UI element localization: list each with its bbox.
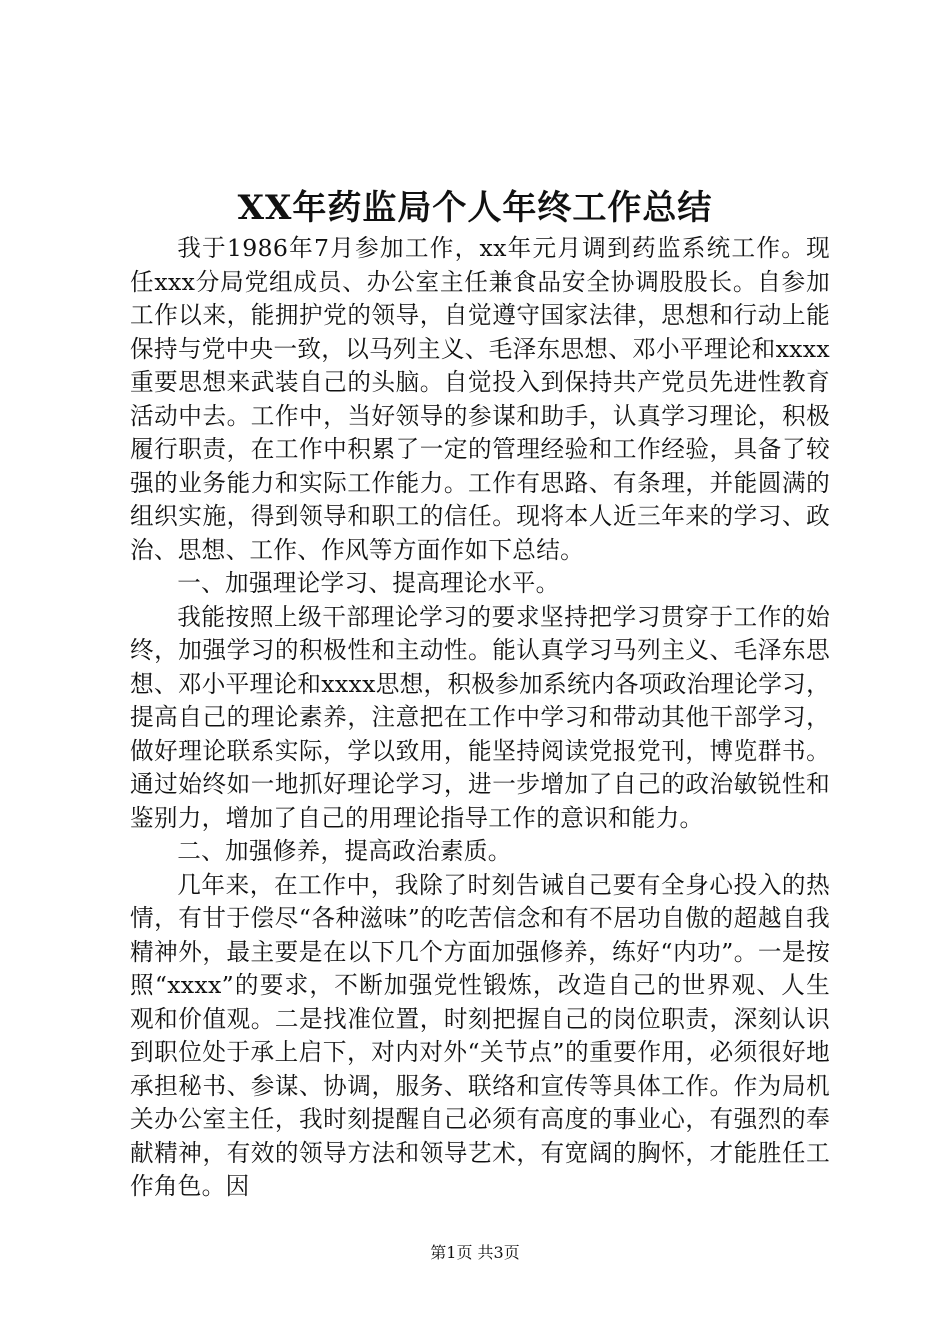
paragraph-self-cultivation: 几年来，在工作中，我除了时刻告诫自己要有全身心投入的热情，有甘于偿尽“各种滋味”的吃苦信念和有不居功自傲的超越自我精神外，最主要是在以下几个方面加强修养，练好“内功”。一是按照“xxxx”的要求，不断加强党性锻炼，改造自己的世界观、人生观和价值观。二是找准位置，时刻把握自己的岗位职责，深刻认识到职位处于承上启下，对内对外“关节点”的重要作用，必须很好地承担秘书、参谋、协调，服务、联络和宣传等具体工作。作为局机关办公室主任，我时刻提醒自己必须有高度的事业心，有强烈的奉献精神，有效的领导方法和领导艺术，有宽阔的胸怀，才能胜任工作角色。因 xyxy=(130,870,830,1200)
page-number: 第1页 共3页 xyxy=(430,1243,520,1262)
paragraph-intro: 我于1986年7月参加工作，xx年元月调到药监系统工作。现任xxx分局党组成员、办公室主任兼食品安全协调股股长。自参加工作以来，能拥护党的领导，自觉遵守国家法律，思想和行动上能保持与党中央一致，以马列主义、毛泽东思想、邓小平理论和xxxx重要思想来武装自己的头脑。自觉投入到保持共产党员先进性教育活动中去。工作中，当好领导的参谋和助手，认真学习理论，积极履行职责，在工作中积累了一定的管理经验和工作经验，具备了较强的业务能力和实际工作能力。工作有思路、有条理，并能圆满的组织实施，得到领导和职工的信任。现将本人近三年来的学习、政治、思想、工作、作风等方面作如下总结。 xyxy=(130,234,830,564)
document-title: XX年药监局个人年终工作总结 xyxy=(237,188,713,228)
section-heading-2: 二、加强修养，提高政治素质。 xyxy=(177,837,512,865)
section-heading-1: 一、加强理论学习、提高理论水平。 xyxy=(177,569,560,597)
paragraph-theory-study: 我能按照上级干部理论学习的要求坚持把学习贯穿于工作的始终，加强学习的积极性和主动性。能认真学习马列主义、毛泽东思想、邓小平理论和xxxx思想，积极参加系统内各项政治理论学习，提高自己的理论素养，注意把在工作中学习和带动其他干部学习，做好理论联系实际，学以致用，能坚持阅读党报党刊，博览群书。通过始终如一地抓好理论学习，进一步增加了自己的政治敏锐性和鉴别力，增加了自己的用理论指导工作的意识和能力。 xyxy=(130,602,830,832)
document-body xyxy=(130,232,830,1204)
